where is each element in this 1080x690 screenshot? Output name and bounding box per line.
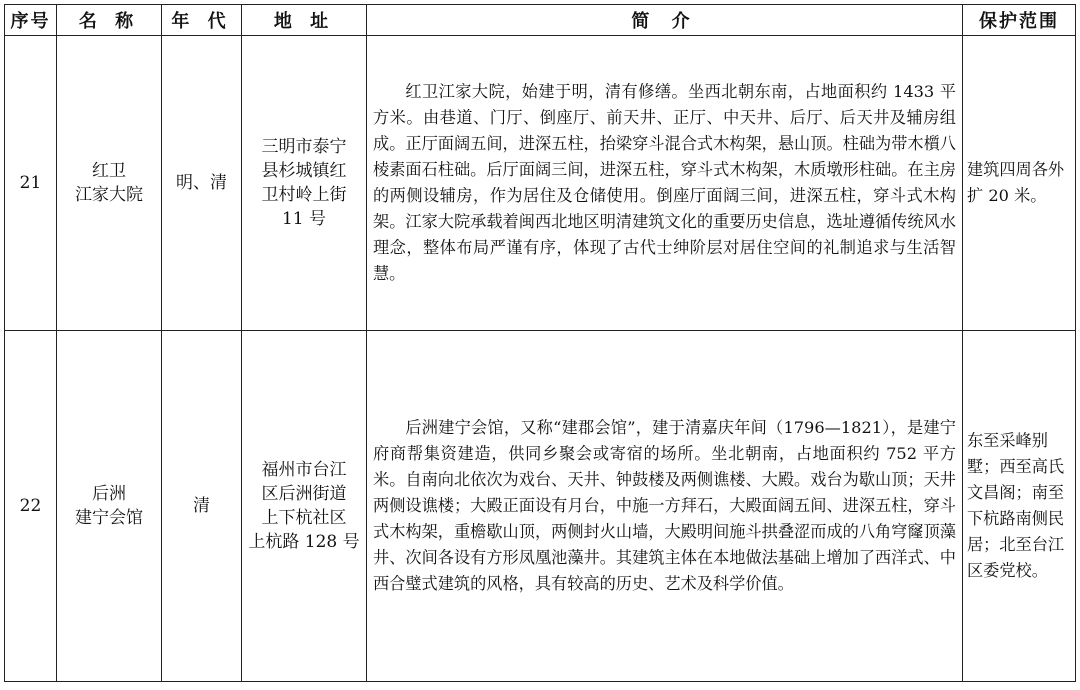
row-scope: 建筑四周各外扩 20 米。 bbox=[963, 36, 1076, 331]
header-era: 年 代 bbox=[162, 5, 242, 36]
site-address: 三明市泰宁 县杉城镇红 卫村岭上街 11 号 bbox=[261, 137, 347, 229]
row-scope: 东至采峰别墅；西至高氏文昌阁；南至下杭路南侧民居；北至台江区委党校。 bbox=[963, 331, 1076, 682]
header-scope: 保护范围 bbox=[963, 5, 1076, 36]
row-era: 明、清 bbox=[162, 36, 242, 331]
row-index: 22 bbox=[5, 331, 57, 682]
row-address bbox=[242, 331, 367, 682]
row-address bbox=[242, 36, 367, 331]
site-name: 后洲 建宁会馆 bbox=[75, 484, 143, 528]
row-intro: 后洲建宁会馆，又称“建郡会馆”，建于清嘉庆年间（1796—1821），是建宁府商帮集资建造，供同乡聚会或寄宿的场所。坐北朝南，占地面积约 752 平方米。自南向北依次为戏台、天井、钟鼓楼及两侧谯楼、大殿。戏台为歇山顶；天井两侧设谯楼；大殿正面设有月台，中施一方拜石，大殿面阔五间、进深五柱，穿斗式木构架，重檐歇山顶，两侧封火山墙，大殿明间施斗拱叠涩而成的八角穹窿顶藻井、次间各设有方形凤凰池藻井。其建筑主体在本地做法基础上增加了西洋式、中西合璧式建筑的风格，具有较高的历史、艺术及科学价值。 bbox=[367, 331, 963, 682]
header-intro: 简 介 bbox=[367, 5, 963, 36]
header-name: 名 称 bbox=[57, 5, 162, 36]
row-intro: 红卫江家大院，始建于明，清有修缮。坐西北朝东南，占地面积约 1433 平方米。由巷道、门厅、倒座厅、前天井、正厅、中天井、后厅、后天井及辅房组成。正厅面阔五间，进深五柱，抬梁穿斗混合式木构架，悬山顶。柱础为带木櫍八棱素面石柱础。后厅面阔三间，进深五柱，穿斗式木构架，木质墩形柱础。在主房的两侧设辅房，作为居住及仓储使用。倒座厅面阔三间，进深五柱，穿斗式木构架。江家大院承载着闽西北地区明清建筑文化的重要历史信息，选址遵循传统风水理念，整体布局严谨有序，体现了古代士绅阶层对居住空间的礼制追求与生活智慧。 bbox=[367, 36, 963, 331]
heritage-table bbox=[4, 4, 1076, 682]
site-name: 红卫 江家大院 bbox=[75, 161, 143, 205]
site-address: 福州市台江 区后洲街道 上下杭社区 上杭路 128 号 bbox=[248, 460, 360, 552]
row-name bbox=[57, 36, 162, 331]
row-index: 21 bbox=[5, 36, 57, 331]
table-row bbox=[5, 331, 1076, 682]
row-era: 清 bbox=[162, 331, 242, 682]
table-row bbox=[5, 36, 1076, 331]
header-index: 序号 bbox=[5, 5, 57, 36]
header-row bbox=[5, 5, 1076, 36]
row-name bbox=[57, 331, 162, 682]
header-address: 地 址 bbox=[242, 5, 367, 36]
